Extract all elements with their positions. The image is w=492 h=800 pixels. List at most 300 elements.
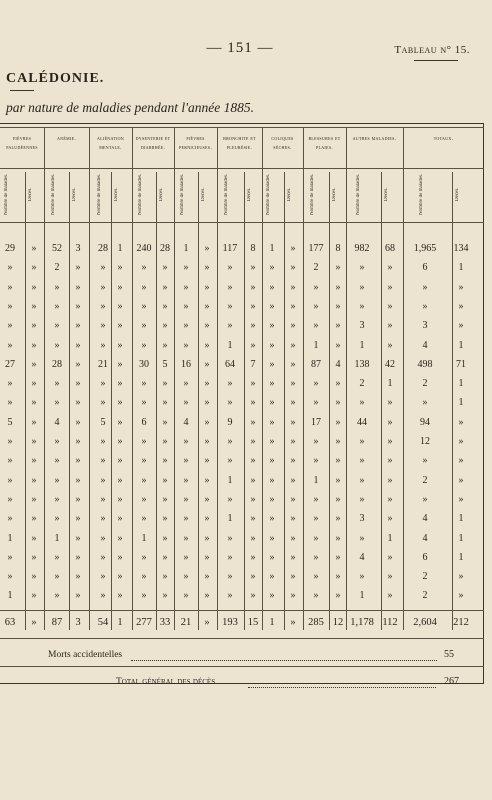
table-cell: » [359,532,365,544]
table-cell: » [269,300,275,312]
table-cell: » [100,339,106,351]
table-cell: » [458,493,464,505]
table-cell: » [458,474,464,486]
table-cell: » [458,300,464,312]
sub-header-cases: Nombre de malades. [180,173,185,215]
leader-dots [131,660,437,661]
table-cell: » [227,320,233,332]
table-cell: » [313,513,319,525]
table-cell: » [204,281,210,293]
table-cell: » [183,474,189,486]
table-cell: » [204,300,210,312]
table-cell: » [31,571,37,583]
table-cell: 4 [359,551,365,563]
table-cell: » [250,532,256,544]
grand-total-value: 267 [444,676,459,687]
group-header: coliques sèches. [271,136,294,151]
leader-dots [248,687,436,688]
table-cell: 982 [354,243,370,254]
table-cell: » [162,590,168,602]
table-cell: » [141,378,147,390]
table-cell: » [31,436,37,447]
sub-header-cases: Nombre de malades. [310,173,315,215]
table-cell: 9 [227,416,233,428]
table-cell: 5 [100,416,106,428]
table-cell: 1 [458,339,464,351]
table-cell: 28 [160,243,170,254]
table-cell: » [141,320,147,332]
sub-header-deaths: Décès. [201,187,206,201]
table-cell: » [313,493,319,505]
table-cell: 6 [141,416,147,428]
table-cell: » [75,416,81,428]
sub-header-cases: Nombre de malades. [419,173,424,215]
table-cell: » [269,339,275,351]
table-cell: » [7,262,13,274]
table-cell: 2 [422,590,428,602]
table-cell: » [162,532,168,544]
table-cell: » [162,281,168,293]
table-cell: » [290,358,296,370]
table-cell: » [75,281,81,293]
table-cell: 2 [422,474,428,486]
table-cell: » [313,320,319,332]
table-cell: » [250,320,256,332]
table-cell: » [387,262,393,274]
table-cell: » [250,397,256,409]
table-cell: 4 [54,416,60,428]
table-cell: » [335,339,341,351]
table-cell: » [335,551,341,563]
table-cell: » [31,358,37,370]
table-cell: » [31,590,37,602]
region-title: CALÉDONIE. [6,71,105,86]
sub-header-cases: Nombre de malades. [4,173,9,215]
table-cell: » [75,455,81,467]
table-cell: » [31,551,37,563]
table-cell: » [250,590,256,602]
table-cell: » [387,397,393,409]
table-cell: » [54,281,60,293]
table-cell: 1 [117,243,123,254]
table-cell: » [31,455,37,467]
table-cell: » [54,551,60,563]
sub-header-cases: Nombre de malades. [51,173,56,215]
table-cell: » [7,474,13,486]
table-cell: » [31,300,37,312]
table-cell: 21 [98,358,108,370]
table-cell: » [269,320,275,332]
sub-header-deaths: Décès. [159,187,164,201]
table-cell: » [227,436,233,447]
table-cell: » [183,281,189,293]
table-cell: » [75,493,81,505]
sub-header-deaths: Décès. [455,187,460,201]
table-cell: » [75,300,81,312]
table-cell: » [162,397,168,409]
table-cell: » [141,397,147,409]
table-cell: » [359,397,365,409]
table-cell: » [335,397,341,409]
table-cell: » [183,436,189,447]
total-cell: 1 [117,617,123,628]
table-cell: » [387,320,393,332]
table-cell: » [183,262,189,274]
table-cell: » [141,551,147,563]
group-header: blessures et plaies. [308,136,341,151]
table-cell: » [458,416,464,428]
table-cell: » [359,474,365,486]
table-cell: » [141,300,147,312]
table-cell: 498 [417,358,433,370]
table-cell: » [100,590,106,602]
table-cell: » [359,262,365,274]
table-cell: » [227,397,233,409]
divider [10,90,34,91]
table-cell: 4 [422,513,428,525]
table-cell: » [54,571,60,583]
table-cell: 28 [52,358,62,370]
table-cell: » [31,339,37,351]
table-cell: 71 [456,358,466,370]
table-cell: 8 [250,243,256,254]
table-cell: 1 [387,378,393,390]
table-cell: » [458,436,464,447]
total-cell: 15 [247,617,259,628]
table-cell: 117 [222,243,238,254]
total-cell: 212 [453,617,469,628]
table-cell: » [290,320,296,332]
table-cell: 52 [52,243,62,254]
table-cell: » [141,339,147,351]
table-cell: » [422,493,428,505]
table-cell: » [162,320,168,332]
table-cell: » [387,474,393,486]
table-cell: » [7,397,13,409]
table-cell: » [7,493,13,505]
table-cell: » [54,320,60,332]
table-cell: » [31,493,37,505]
accidental-deaths-value: 55 [444,649,454,660]
table-cell: » [183,455,189,467]
table-cell: » [100,320,106,332]
table-cell: » [54,378,60,390]
table-cell: 1 [458,551,464,563]
table-cell: 44 [357,416,367,428]
table-cell: » [313,436,319,447]
table-cell: » [117,590,123,602]
table-cell: 1 [359,590,365,602]
table-cell: » [31,397,37,409]
table-cell: » [162,262,168,274]
table-cell: » [387,416,393,428]
table-cell: 1 [458,378,464,390]
table-cell: » [54,397,60,409]
table-cell: » [269,551,275,563]
table-cell: 42 [385,358,395,370]
table-cell: 1 [458,513,464,525]
table-cell: » [422,397,428,409]
table-cell: » [458,571,464,583]
table-cell: » [422,281,428,293]
table-cell: » [250,513,256,525]
table-subtitle: par nature de maladies pendant l'année 1885. [6,100,254,115]
table-cell: » [183,300,189,312]
table-cell: 4 [422,532,428,544]
table-cell: » [162,455,168,467]
table-cell: » [162,551,168,563]
table-cell: » [290,300,296,312]
total-cell: 54 [97,617,109,628]
table-cell: 87 [311,358,321,370]
table-cell: » [335,300,341,312]
table-label: Tableau n° 15. [394,44,470,56]
total-cell: 63 [4,617,16,628]
total-cell: 285 [308,617,324,628]
table-cell: » [313,571,319,583]
table-cell: » [250,262,256,274]
table-cell: » [162,436,168,447]
table-cell: 1 [227,513,233,525]
table-cell: » [75,339,81,351]
table-cell: » [31,474,37,486]
group-header: totaux. [433,136,454,142]
table-cell: » [335,262,341,274]
table-cell: 3 [75,243,81,254]
table-cell: » [204,455,210,467]
table-cell: » [204,590,210,602]
table-cell: » [31,320,37,332]
table-cell: » [227,532,233,544]
group-header: dysenterie et diarrhée. [135,136,171,151]
table-cell: » [250,281,256,293]
table-cell: » [290,474,296,486]
table-cell: 1 [54,532,60,544]
table-cell: » [75,513,81,525]
table-cell: » [313,397,319,409]
table-cell: 5 [162,358,168,370]
table-cell: » [100,571,106,583]
table-cell: » [290,262,296,274]
table-cell: » [162,571,168,583]
header-rule [0,222,484,223]
table-cell: » [204,493,210,505]
table-cell: » [117,513,123,525]
table-cell: 1 [7,590,13,602]
table-cell: 1,965 [413,243,437,254]
table-cell: » [54,590,60,602]
total-cell: 112 [382,617,398,628]
table-cell: » [54,474,60,486]
table-cell: » [313,455,319,467]
table-cell: » [7,378,13,390]
table-cell: » [100,455,106,467]
table-cell: » [359,493,365,505]
table-cell: » [269,416,275,428]
sub-header-deaths: Décès. [247,187,252,201]
table-cell: » [250,551,256,563]
total-cell: 21 [180,617,192,628]
table-cell: » [313,590,319,602]
table-cell: » [335,455,341,467]
table-cell: 3 [359,513,365,525]
table-cell: » [335,378,341,390]
table-cell: » [269,474,275,486]
table-cell: » [204,320,210,332]
table-cell: » [7,455,13,467]
table-cell: » [183,320,189,332]
table-cell: 8 [335,243,341,254]
table-cell: » [250,300,256,312]
table-cell: 4 [335,358,341,370]
table-cell: 134 [453,243,469,254]
table-cell: » [141,262,147,274]
table-cell: » [141,513,147,525]
table-cell: » [117,378,123,390]
table-cell: » [54,513,60,525]
total-rule [0,638,484,639]
table-cell: » [7,339,13,351]
table-cell: » [54,339,60,351]
table-cell: » [250,571,256,583]
total-rule [0,610,484,611]
table-cell: » [204,243,210,254]
table-cell: » [387,571,393,583]
total-cell: » [204,617,210,628]
table-cell: » [117,571,123,583]
table-cell: » [75,590,81,602]
table-cell: » [117,358,123,370]
table-cell: » [183,590,189,602]
table-cell: » [183,378,189,390]
table-cell: » [162,493,168,505]
table-cell: » [387,436,393,447]
table-cell: 1 [269,243,275,254]
table-cell: » [458,590,464,602]
table-cell: » [387,455,393,467]
table-cell: » [250,378,256,390]
table-cell: » [31,243,37,254]
total-rule [0,666,484,667]
table-cell: » [162,416,168,428]
table-cell: » [290,513,296,525]
group-header: fièvres paludéennes [6,136,38,151]
table-cell: » [204,436,210,447]
table-cell: 240 [136,243,152,254]
table-cell: » [162,339,168,351]
table-cell: » [54,436,60,447]
table-cell: » [141,455,147,467]
table-cell: » [458,320,464,332]
table-cell: » [7,551,13,563]
table-cell: » [7,571,13,583]
total-cell: 1,178 [350,617,374,628]
total-cell: 33 [159,617,171,628]
header-rule [0,127,484,128]
table-cell: » [117,416,123,428]
table-cell: » [54,455,60,467]
table-cell: 2 [54,262,60,274]
table-cell: 1 [387,532,393,544]
table-cell: » [31,532,37,544]
table-cell: » [204,262,210,274]
table-cell: » [359,571,365,583]
table-cell: » [290,281,296,293]
table-cell: » [269,532,275,544]
table-cell: » [141,571,147,583]
table-cell: 138 [354,358,370,370]
group-header: bronchite et pleurésie. [223,136,256,151]
table-cell: » [7,281,13,293]
table-cell: » [269,358,275,370]
table-cell: » [75,397,81,409]
table-cell: » [117,262,123,274]
table-cell: » [290,551,296,563]
table-cell: » [183,339,189,351]
table-cell: » [7,300,13,312]
table-cell: 30 [139,358,149,370]
table-cell: » [269,436,275,447]
table-cell: » [31,513,37,525]
table-cell: » [75,320,81,332]
table-cell: » [204,532,210,544]
table-cell: » [100,436,106,447]
total-cell: 12 [332,617,344,628]
table-cell: » [313,378,319,390]
table-cell: » [75,378,81,390]
total-cell: 193 [222,617,238,628]
table-cell: 1 [313,339,319,351]
table-cell: » [31,281,37,293]
table-cell: » [117,281,123,293]
table-cell: » [31,378,37,390]
sub-header-cases: Nombre de malades. [97,173,102,215]
total-cell: 277 [136,617,152,628]
table-cell: » [75,571,81,583]
table-cell: » [269,455,275,467]
table-cell: 17 [311,416,321,428]
table-cell: » [100,300,106,312]
table-cell: 28 [98,243,108,254]
table-cell: 1 [458,262,464,274]
table-cell: » [387,339,393,351]
table-cell: » [250,474,256,486]
table-cell: » [100,378,106,390]
table-cell: » [387,300,393,312]
table-cell: 2 [422,571,428,583]
table-cell: » [227,455,233,467]
table-cell: » [100,281,106,293]
table-cell: » [335,474,341,486]
table-cell: » [162,300,168,312]
group-header: fièvres pernicieuses. [178,136,213,151]
sub-header-cases: Nombre de malades. [356,173,361,215]
table-cell: » [422,455,428,467]
table-cell: » [100,513,106,525]
table-cell: 1 [313,474,319,486]
total-cell: 3 [75,617,81,628]
table-cell: » [269,493,275,505]
table-cell: » [100,262,106,274]
table-cell: » [387,590,393,602]
table-cell: » [117,320,123,332]
table-cell: » [290,339,296,351]
table-cell: » [141,281,147,293]
table-cell: » [100,532,106,544]
table-cell: 4 [422,339,428,351]
table-cell: » [250,493,256,505]
table-cell: » [290,378,296,390]
